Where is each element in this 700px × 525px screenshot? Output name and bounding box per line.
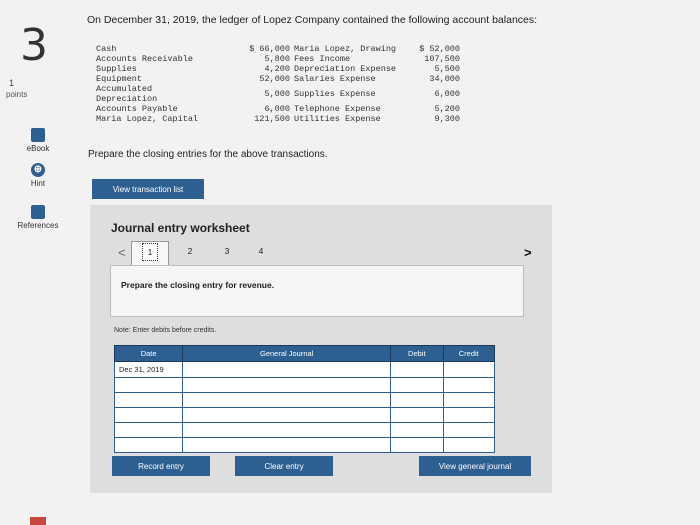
step-4[interactable]: 4: [258, 246, 264, 256]
ledger-amount: $ 52,000: [419, 44, 460, 54]
col-general-journal: General Journal: [183, 346, 391, 362]
question-number: 3: [20, 20, 48, 71]
debit-input[interactable]: [391, 408, 443, 423]
ebook-button[interactable]: [10, 128, 66, 153]
ledger-account: Depreciation Expense: [294, 64, 397, 74]
ledger-account: Cash: [96, 44, 117, 54]
ledger-account: Maria Lopez, Drawing: [294, 44, 397, 54]
ledger-account: Fees Income: [294, 54, 351, 64]
step-1[interactable]: 1: [142, 243, 158, 261]
date-cell[interactable]: [115, 378, 183, 393]
hint-button[interactable]: [10, 163, 66, 188]
references-label: References: [17, 221, 59, 230]
ledger-left-amounts: [238, 44, 290, 124]
date-cell[interactable]: Dec 31, 2019: [115, 362, 183, 378]
ledger-account: Accumulated Depreciation: [96, 84, 158, 104]
ledger-account: Maria Lopez, Capital: [96, 114, 199, 124]
debit-input[interactable]: [391, 423, 443, 438]
debit-input[interactable]: [391, 378, 443, 393]
date-cell[interactable]: [115, 393, 183, 408]
credit-input[interactable]: [443, 438, 494, 453]
ledger-right-names: [294, 44, 414, 124]
credit-input[interactable]: [443, 362, 494, 378]
credit-input[interactable]: [443, 408, 494, 423]
account-input[interactable]: [183, 393, 391, 408]
ledger-amount: 4,200: [264, 64, 290, 74]
ledger-amount: 5,500: [434, 64, 460, 74]
question-text: On December 31, 2019, the ledger of Lopez Company contained the following account balances:: [87, 14, 538, 26]
hint-icon: ⊕: [31, 163, 45, 177]
ledger-account: Salaries Expense: [294, 74, 376, 84]
date-cell[interactable]: [115, 408, 183, 423]
ledger-amount: 5,000: [264, 89, 290, 99]
account-input[interactable]: [183, 438, 391, 453]
debit-input[interactable]: [391, 393, 443, 408]
ledger-amount: 121,500: [254, 114, 290, 124]
table-row: [115, 393, 495, 408]
credit-input[interactable]: [443, 393, 494, 408]
ledger-amount: 6,000: [264, 104, 290, 114]
logo-mark: [30, 517, 46, 525]
ledger-amount: 9,300: [434, 114, 460, 124]
ledger-amount: 5,800: [264, 54, 290, 64]
account-input[interactable]: [183, 378, 391, 393]
clear-entry-button[interactable]: Clear entry: [235, 456, 333, 476]
table-row: [115, 423, 495, 438]
step-3[interactable]: 3: [224, 246, 230, 256]
debit-input[interactable]: [391, 362, 443, 378]
journal-table: [114, 345, 495, 453]
prompt-text: Prepare the closing entries for the above transactions.: [88, 149, 328, 160]
ledger-amount: 6,000: [434, 89, 460, 99]
instruction-box: [110, 265, 524, 317]
ledger-right-amounts: [404, 44, 460, 124]
ledger-amount: 34,000: [429, 74, 460, 84]
ledger-amount: 107,500: [424, 54, 460, 64]
ledger-account: Equipment: [96, 74, 142, 84]
note-text: Note: Enter debits before credits.: [114, 327, 217, 334]
col-debit: Debit: [391, 346, 443, 362]
ledger-account: Utilities Expense: [294, 114, 381, 124]
ledger-account: Accounts Payable: [96, 104, 178, 114]
ledger-left-names: [96, 44, 246, 124]
ledger-account: Telephone Expense: [294, 104, 381, 114]
view-general-journal-button[interactable]: View general journal: [419, 456, 531, 476]
ebook-label: eBook: [26, 144, 50, 153]
references-icon: [31, 205, 45, 219]
account-input[interactable]: [183, 423, 391, 438]
ledger-amount: 5,200: [434, 104, 460, 114]
ledger-amount: $ 66,000: [249, 44, 290, 54]
hint-label: Hint: [30, 179, 46, 188]
credit-input[interactable]: [443, 423, 494, 438]
debit-input[interactable]: [391, 438, 443, 453]
left-rail: [0, 0, 78, 525]
step-2[interactable]: 2: [187, 246, 193, 256]
account-input[interactable]: [183, 362, 391, 378]
references-button[interactable]: [10, 205, 66, 230]
book-icon: [31, 128, 45, 142]
table-row: [115, 362, 495, 378]
ledger-account: Supplies: [96, 64, 137, 74]
instruction-text: Prepare the closing entry for revenue.: [121, 280, 275, 290]
points-label: points: [6, 90, 28, 99]
prev-arrow-icon[interactable]: <: [118, 245, 126, 260]
date-cell[interactable]: [115, 438, 183, 453]
col-credit: Credit: [443, 346, 494, 362]
table-row: [115, 378, 495, 393]
ledger-account: Accounts Receivable: [96, 54, 193, 64]
journal-entry-worksheet: [90, 205, 552, 493]
col-date: Date: [115, 346, 183, 362]
record-entry-button[interactable]: Record entry: [112, 456, 210, 476]
points-value: 1: [9, 78, 15, 88]
next-arrow-icon[interactable]: >: [524, 245, 532, 260]
view-transaction-list-button[interactable]: View transaction list: [92, 179, 204, 199]
table-row: [115, 408, 495, 423]
credit-input[interactable]: [443, 378, 494, 393]
ledger-account: Supplies Expense: [294, 89, 376, 99]
worksheet-title: Journal entry worksheet: [111, 221, 250, 235]
account-input[interactable]: [183, 408, 391, 423]
date-cell[interactable]: [115, 423, 183, 438]
ledger-amount: 52,000: [259, 74, 290, 84]
table-row: [115, 438, 495, 453]
